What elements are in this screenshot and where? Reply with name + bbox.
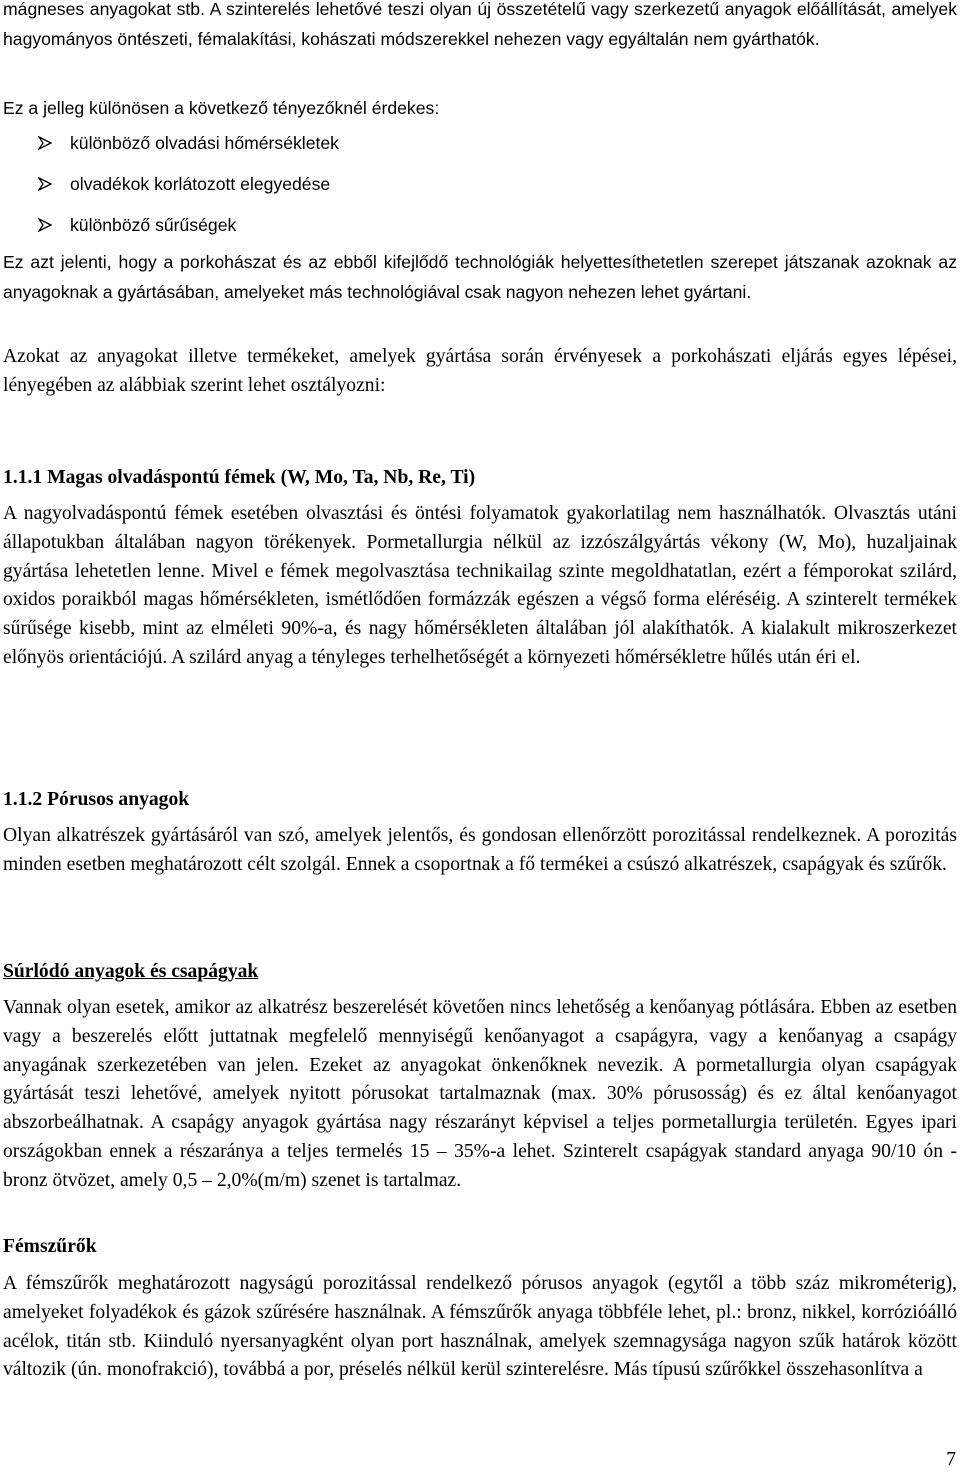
list-item-text: különböző sűrűségek: [70, 215, 237, 235]
porous-materials-paragraph: Olyan alkatrészek gyártásáról van szó, amelyek jelentős, és gondosan ellenőrzött porozitással rendelkeznek. A porozitás minden esetben meghatározott célt szolgál. Ennek a csoportnak a fő termékei a csúszó alkatrészek, csapágyak és szűrők.: [3, 825, 957, 875]
list-item: [38, 205, 738, 246]
bearings-paragraph: Vannak olyan esetek, amikor az alkatrész beszerelését követően nincs lehetőség a kenőanyag pótlására. Ebben az esetben vagy a beszerelés előtt juttatnak megfelelő mennyiségű kenőanyagot a csapágyra, vagy a kenőanyag a csapágy anyagának szerkezetében van jelen. Ezeket az anyagokat önkenőknek nevezik. A pormetallurgia olyan csapágyak gyártását teszi lehetővé, amelyek nyitott pórusokat tartalmaznak (max. 30% pórusosság) és ez által kenőanyagot abszorbeálhatnak. A csapágy anyagok gyártása nagy részarányt képvisel a teljes pormetallurgia területén. Egyes ipari országokban ennek a részaránya a teljes termelés 15 – 35%-a lehet. Szinterelt csapágyak standard anyaga 90/10 ón - bronz ötvözet, amely 0,5 – 2,0%(m/m) szenet is tartalmaz.: [3, 997, 957, 1191]
factors-list: [38, 123, 738, 246]
classification-paragraph: Azokat az anyagokat illetve termékeket, amelyek gyártása során érvényesek a porkohászati eljárás egyes lépései, lényegében az alábbiak szerint lehet osztályozni:: [3, 346, 957, 396]
list-item: [38, 123, 738, 164]
intro-paragraph: mágneses anyagokat stb. A szinterelés lehetővé teszi olyan új összetételű vagy szerkezetű anyagok előállítását, amelyek hagyományos öntészeti, fémalakítási, kohászati módszerekkel nehezen vagy egyáltalán nem gyárthatók.: [3, 0, 957, 49]
list-item: [38, 164, 738, 205]
factors-intro: Ez a jelleg különösen a következő tényezőknél érdekes:: [3, 98, 440, 118]
metal-filters-paragraph: A fémszűrők meghatározott nagyságú porozitással rendelkező pórusos anyagok (egytől a több száz mikrométerig), amelyeket folyadékok és gázok szűrésére használnak. A fémszűrők anyaga többféle lehet, pl.: bronz, nikkel, korrózióálló acélok, titán stb. Kiinduló nyersanyagként olyan port használnak, amelyek szemnagysága nagyon szűk határok között változik (ún. monofrakció), továbbá a por, préselés nélkül kerül szinterelésre. Más típusú szűrőkkel összehasonlítva a: [3, 1273, 957, 1381]
arrow-bullet-icon: [38, 136, 52, 150]
section-heading-bearings: Súrlódó anyagok és csapágyak: [3, 961, 259, 982]
arrow-bullet-icon: [38, 177, 52, 191]
list-item-text: különböző olvadási hőmérsékletek: [70, 133, 339, 153]
powder-metallurgy-paragraph: Ez azt jelenti, hogy a porkohászat és az ebből kifejlődő technológiák helyettesíthetetlen szerepet játszanak azoknak az anyagoknak a gyártásában, amelyeket más technológiával csak nagyon nehezen lehet gyártani.: [3, 252, 957, 302]
arrow-bullet-icon: [38, 218, 52, 232]
list-item-text: olvadékok korlátozott elegyedése: [70, 174, 331, 194]
section-heading-porous-materials: 1.1.2 Pórusos anyagok: [3, 789, 190, 810]
page-number: 7: [946, 1449, 956, 1470]
refractory-metals-paragraph: A nagyolvadáspontú fémek esetében olvasztási és öntési folyamatok gyakorlatilag nem használhatók. Olvasztás utáni állapotukban általában nagyon törékenyek. Pormetallurgia nélkül az izzószálgyártás vékony (W, Mo), huzaljainak gyártása lehetetlen lenne. Mivel e fémek megolvasztása technikailag szinte megoldhatatlan, ezért a fémporokat szilárd, oxidos poraikból magas hőmérsékleten, ismétlődően formázzák egészen a végső forma eléréséig. A szinterelt termékek sűrűsége kisebb, mint az elméleti 90%-a, és nagy hőmérsékleten általában jól alakíthatók. A kialakult mikroszerkezet előnyös orientációjú. A szilárd anyag a tényleges terhelhetőségét a környezeti hőmérsékletre hűlés után éri el.: [3, 503, 957, 668]
section-heading-metal-filters: Fémszűrők: [3, 1236, 97, 1257]
section-heading-refractory-metals: 1.1.1 Magas olvadáspontú fémek (W, Mo, Ta, Nb, Re, Ti): [3, 467, 476, 488]
